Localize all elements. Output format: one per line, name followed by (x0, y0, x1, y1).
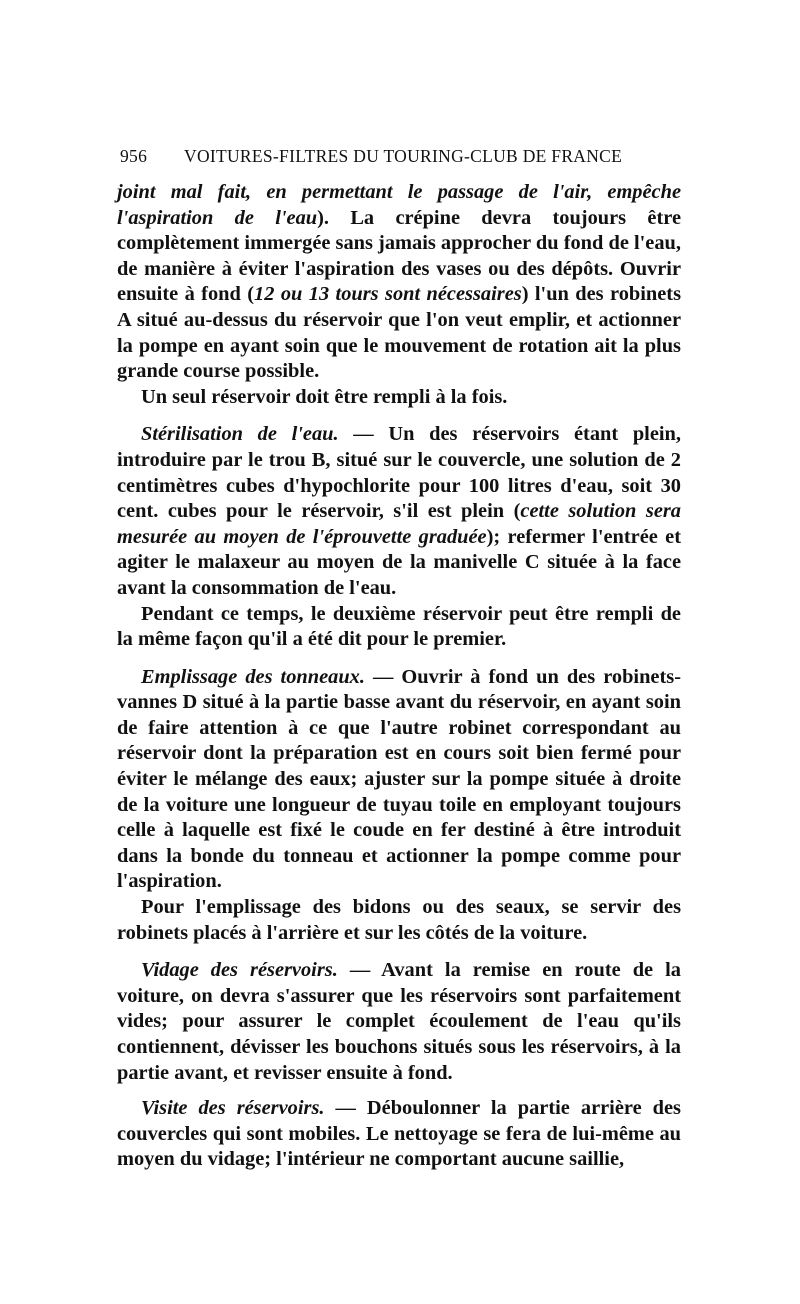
paragraph-continuation: joint mal fait, en permettant le passage de l'air, empêche l'aspiration de l'eau). La crépine devra toujours être complètement immergée sans jamais approcher du fond de l'eau, de manière à éviter l'aspiration des vases ou des dépôts. Ouvrir ensuite à fond (12 ou 13 tours sont nécessaires) l'un des robinets A situé au-dessus du réservoir que l'on veut emplir, et actionner la pompe en ayant soin que le mouvement de rotation ait la plus grande course possible. (117, 181, 682, 383)
italic-phrase: joint mal fait, en permettant le passage de l'air, empêche l'aspiration de l'eau (117, 181, 681, 229)
section-vidage: Vidage des réservoirs. — Avant la remise en route de la voiture, on devra s'assurer que les réservoirs sont parfaitement vides; pour assurer le complet écoulement de l'eau qu'ils contiennent, dévisser les bouchons situés sous les réservoirs, à la partie avant, et revisser ensuite à fond. (117, 959, 681, 1084)
paragraph: Un seul réservoir doit être rempli à la fois. (141, 385, 508, 408)
paragraph: Pendant ce temps, le deuxième réservoir peut être rempli de la même façon qu'il a été dit pour le premier. (117, 602, 681, 651)
italic-phrase: cette solution sera mesurée au moyen de l'éprouvette graduée (117, 500, 681, 548)
paragraph: Pour l'emplissage des bidons ou des seaux, se servir des robinets placés à l'arrière et sur les côtés de la voiture. (117, 896, 681, 944)
section-emplissage: Emplissage des tonneaux. — Ouvrir à fond un des robinets-vannes D situé à la partie basse avant du réservoir, en ayant soin de faire attention à ce que l'autre robinet correspondant au réservoir dont la préparation est en cours soit bien fermé pour éviter le mélange des eaux; ajuster sur la pompe située à droite de la voiture une longueur de tuyau toile en employant toujours celle à laquelle est fixé le coude en fer destiné à être introduit dans la bonde du tonneau et actionner la pompe comme pour l'aspiration. (117, 665, 681, 893)
page-body (117, 180, 681, 1173)
section-visite: Visite des réservoirs. — Déboulonner la partie arrière des couvercles qui sont mobiles. Le nettoyage se fera de lui-même au moyen du vidage; l'intérieur ne comportant aucune saillie, (117, 1097, 681, 1171)
section-title: Visite des réservoirs. (141, 1097, 325, 1120)
section-title: Emplissage des tonneaux. (141, 665, 365, 688)
section-title: Stérilisation de l'eau. (141, 423, 339, 446)
running-title: VOITURES-FILTRES DU TOURING-CLUB DE FRANCE (184, 146, 623, 166)
italic-phrase: 12 ou 13 tours sont nécessaires (254, 283, 522, 306)
section-title: Vidage des réservoirs. (141, 959, 338, 982)
page-number: 956 (120, 146, 148, 166)
section-sterilisation: Stérilisation de l'eau. — Un des réservoirs étant plein, introduire par le trou B, situé sur le couvercle, une solution de 2 centimètres cubes d'hypochlorite pour 100 litres d'eau, soit 30 cent. cubes pour le réservoir, s'il est plein (cette solution sera mesurée au moyen de l'éprouvette graduée); refermer l'entrée et agiter le malaxeur au moyen de la manivelle C située à la face avant la consommation de l'eau. (117, 423, 682, 599)
